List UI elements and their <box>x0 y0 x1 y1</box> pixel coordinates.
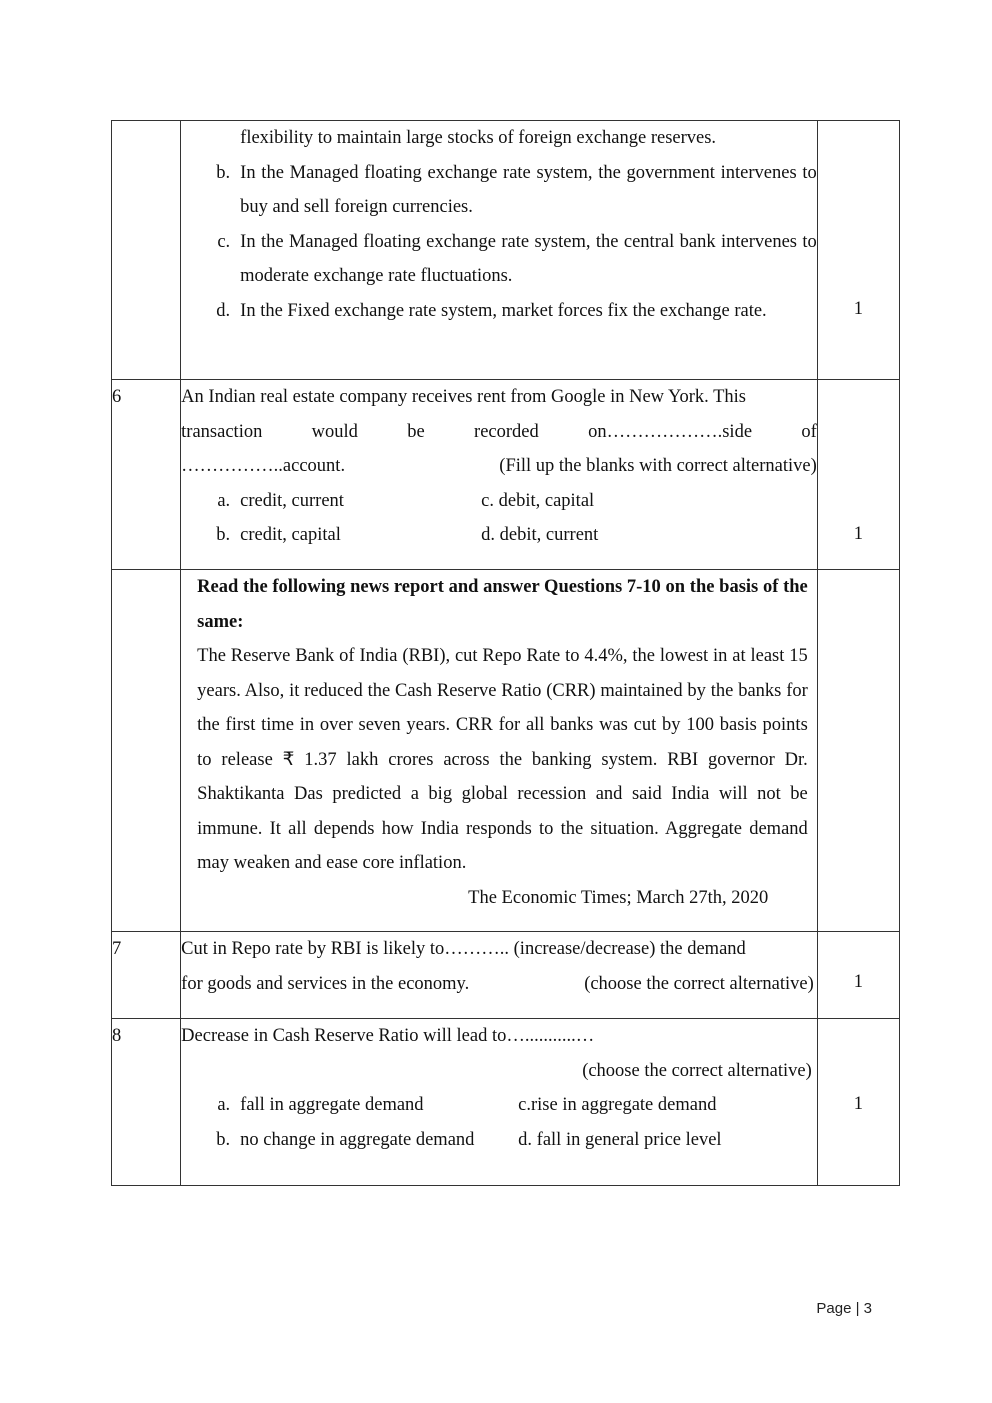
table-row-q8 <box>112 1019 900 1186</box>
page-number: Page | 3 <box>816 1300 872 1317</box>
option-d: d. In the Fixed exchange rate system, market forces fix the exchange rate. <box>216 300 767 321</box>
option-row: a. fall in aggregate demand c.rise in aggregate demand <box>217 1095 717 1115</box>
q8-instruction: (choose the correct alternative) <box>582 1060 812 1081</box>
question-body <box>181 380 818 570</box>
question-body <box>181 121 818 380</box>
option-c: c. In the Managed floating exchange rate system, the central bank intervenes to moderate exchange rate fluctuations. <box>217 231 817 286</box>
question-number: 6 <box>112 380 181 570</box>
table-row-q5 <box>112 121 900 380</box>
q6-line-1: An Indian real estate company receives rent from Google in New York. This <box>181 387 746 407</box>
marks-cell <box>817 380 899 570</box>
option-b: b. In the Managed floating exchange rate system, the government intervenes to buy and sell foreign currencies. <box>216 162 817 217</box>
passage-body <box>181 570 818 932</box>
marks-value: 1 <box>853 1094 864 1114</box>
marks-cell <box>817 932 899 1019</box>
question-number-cell <box>112 121 181 380</box>
option-row: b. no change in aggregate demand d. fall in general price level <box>216 1129 722 1150</box>
q7-line-2: for goods and services in the economy. (choose the correct alternative) <box>181 973 814 994</box>
table-row-passage <box>112 570 900 932</box>
passage-text: The Reserve Bank of India (RBI), cut Repo Rate to 4.4%, the lowest in at least 15 years. Also, it reduced the Cash Reserve Ratio (CRR) maintained by the banks for the first time in over seven years. CRR for all banks was cut by 100 basis points to release ₹ 1.37 lakh crores across the banking system. RBI governor Dr. Shaktikanta Das predicted a big global recession and said India will not be immune. It all depends how India responds to the situation. Aggregate demand may weaken and ease core inflation. <box>197 646 808 873</box>
marks-cell <box>817 1019 899 1186</box>
question-number: 8 <box>112 1019 181 1186</box>
q5-continuation: flexibility to maintain large stocks of foreign exchange reserves. <box>240 128 717 148</box>
marks-value: 1 <box>853 299 864 319</box>
q7-line-1: Cut in Repo rate by RBI is likely to……….. (increase/decrease) the demand <box>181 939 746 959</box>
question-number-cell <box>112 570 181 932</box>
table-row-q6 <box>112 380 900 570</box>
option-row: a. credit, current c. debit, capital <box>217 490 595 511</box>
marks-cell <box>817 121 899 380</box>
marks-value: 1 <box>853 972 864 992</box>
marks-value: 1 <box>853 524 864 544</box>
q6-line-2: transaction would be recorded on……………….side of <box>181 421 817 442</box>
table-row-q7 <box>112 932 900 1019</box>
question-number: 7 <box>112 932 181 1019</box>
option-row: b. credit, capital d. debit, current <box>216 525 599 545</box>
q8-line-1: Decrease in Cash Reserve Ratio will lead to…...........… <box>181 1026 595 1046</box>
passage-heading: Read the following news report and answer Questions 7-10 on the basis of the same: <box>197 577 808 632</box>
question-table <box>111 120 900 1186</box>
passage-source: The Economic Times; March 27th, 2020 <box>468 887 769 908</box>
marks-cell <box>817 570 899 932</box>
question-body <box>181 1019 818 1186</box>
q6-line-3: ……………..account. (Fill up the blanks with correct alternative) <box>181 456 817 476</box>
question-body <box>181 932 818 1019</box>
